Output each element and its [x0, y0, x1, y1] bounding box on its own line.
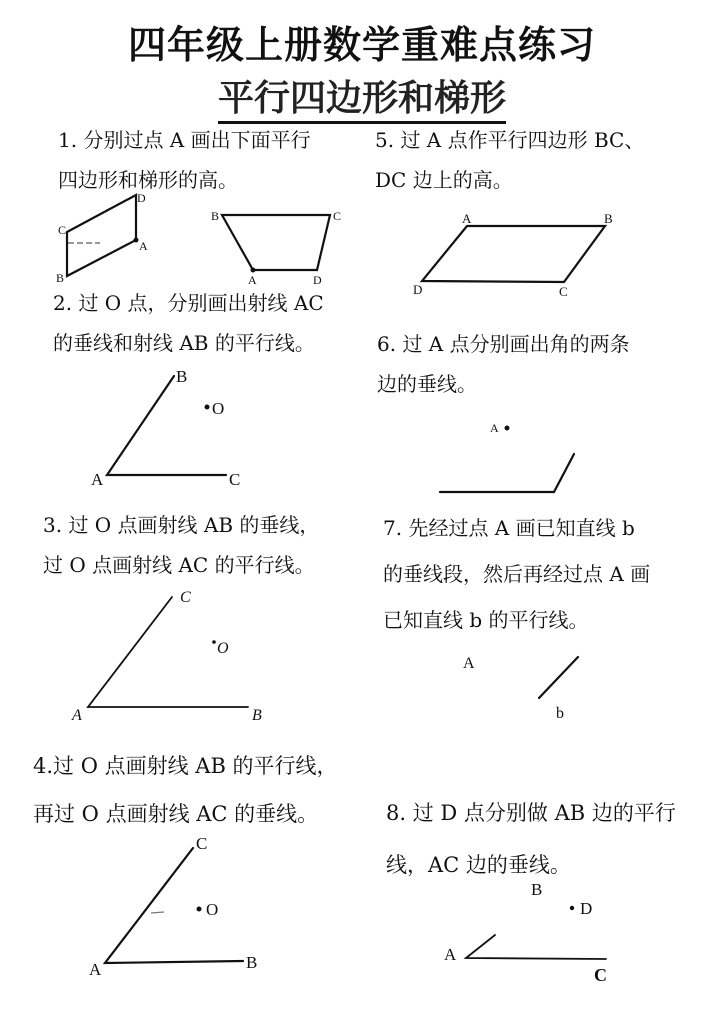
- svg-text:O: O: [217, 640, 229, 657]
- q1-parallelogram-figure: [0, 190, 362, 290]
- question-5: [375, 120, 644, 200]
- svg-text:B: B: [531, 880, 543, 899]
- question-text: 再过 O 点画射线 AC 的垂线。: [33, 802, 319, 826]
- svg-text:A: A: [91, 470, 104, 489]
- svg-text:D: D: [313, 273, 322, 287]
- question-text: 已知直线 b 的平行线。: [383, 608, 589, 632]
- question-text: 4.过 O 点画射线 AB 的平行线，: [33, 754, 338, 778]
- question-text: 5. 过 A 点作平行四边形 BC、: [375, 128, 645, 152]
- question-text: 的垂线段，然后再经过点 A 画: [383, 562, 651, 586]
- svg-text:C: C: [180, 589, 191, 606]
- svg-text:B: B: [246, 953, 258, 972]
- question-text: 7. 先经过点 A 画已知直线 b: [383, 516, 635, 540]
- q4-angle-figure: [0, 830, 362, 980]
- svg-text:b: b: [556, 705, 564, 722]
- svg-text:O: O: [206, 900, 219, 919]
- svg-text:B: B: [211, 209, 220, 223]
- svg-text:O: O: [212, 399, 225, 418]
- q5-parallelogram-figure: [362, 200, 724, 300]
- page-title: 四年级上册数学重难点练习: [127, 23, 596, 67]
- svg-text:C: C: [594, 965, 607, 985]
- question-text: 边的垂线。: [377, 372, 477, 396]
- svg-text:B: B: [252, 707, 262, 724]
- question-text: 3. 过 O 点画射线 AB 的垂线，: [43, 513, 320, 537]
- svg-text:D: D: [137, 191, 146, 205]
- svg-text:A: A: [490, 421, 499, 435]
- question-text: 1. 分别过点 A 画出下面平行: [58, 128, 311, 152]
- svg-text:A: A: [248, 273, 257, 287]
- svg-text:B: B: [56, 271, 65, 285]
- question-1: [58, 120, 311, 200]
- question-text: 2. 过 O 点，分别画出射线 AC: [53, 291, 324, 315]
- svg-text:A: A: [72, 707, 82, 724]
- svg-text:C: C: [559, 284, 568, 299]
- q8-angle-figure: [362, 870, 724, 990]
- svg-text:D: D: [580, 899, 593, 918]
- svg-text:C: C: [333, 209, 342, 223]
- svg-text:A: A: [139, 239, 148, 253]
- svg-text:D: D: [413, 282, 423, 297]
- question-4: [33, 742, 338, 838]
- question-3: [43, 505, 319, 585]
- svg-text:B: B: [604, 211, 613, 226]
- question-text: DC 边上的高。: [375, 168, 513, 192]
- question-text: 8. 过 D 点分别做 AB 边的平行: [386, 801, 676, 825]
- svg-text:A: A: [463, 655, 475, 672]
- question-2: [53, 283, 324, 363]
- q2-angle-figure: [0, 360, 362, 490]
- svg-text:A: A: [444, 945, 457, 964]
- svg-text:C: C: [229, 470, 241, 489]
- svg-text:A: A: [462, 211, 472, 226]
- svg-text:B: B: [176, 367, 188, 386]
- question-6: [377, 324, 630, 404]
- page-subtitle: 平行四边形和梯形: [0, 70, 724, 121]
- question-text: 6. 过 A 点分别画出角的两条: [377, 332, 630, 356]
- question-text: 的垂线和射线 AB 的平行线。: [53, 331, 315, 355]
- question-text: 线，AC 边的垂线。: [386, 853, 571, 877]
- q3-angle-figure: [0, 590, 362, 730]
- q7-line-figure: [362, 640, 724, 730]
- q6-angle-figure: [362, 410, 724, 500]
- svg-text:C: C: [58, 223, 67, 237]
- question-text: 过 O 点画射线 AC 的平行线。: [43, 553, 315, 577]
- svg-text:A: A: [89, 960, 102, 979]
- question-text: 四边形和梯形的高。: [58, 168, 238, 192]
- question-7: [383, 505, 650, 643]
- svg-text:C: C: [196, 834, 208, 853]
